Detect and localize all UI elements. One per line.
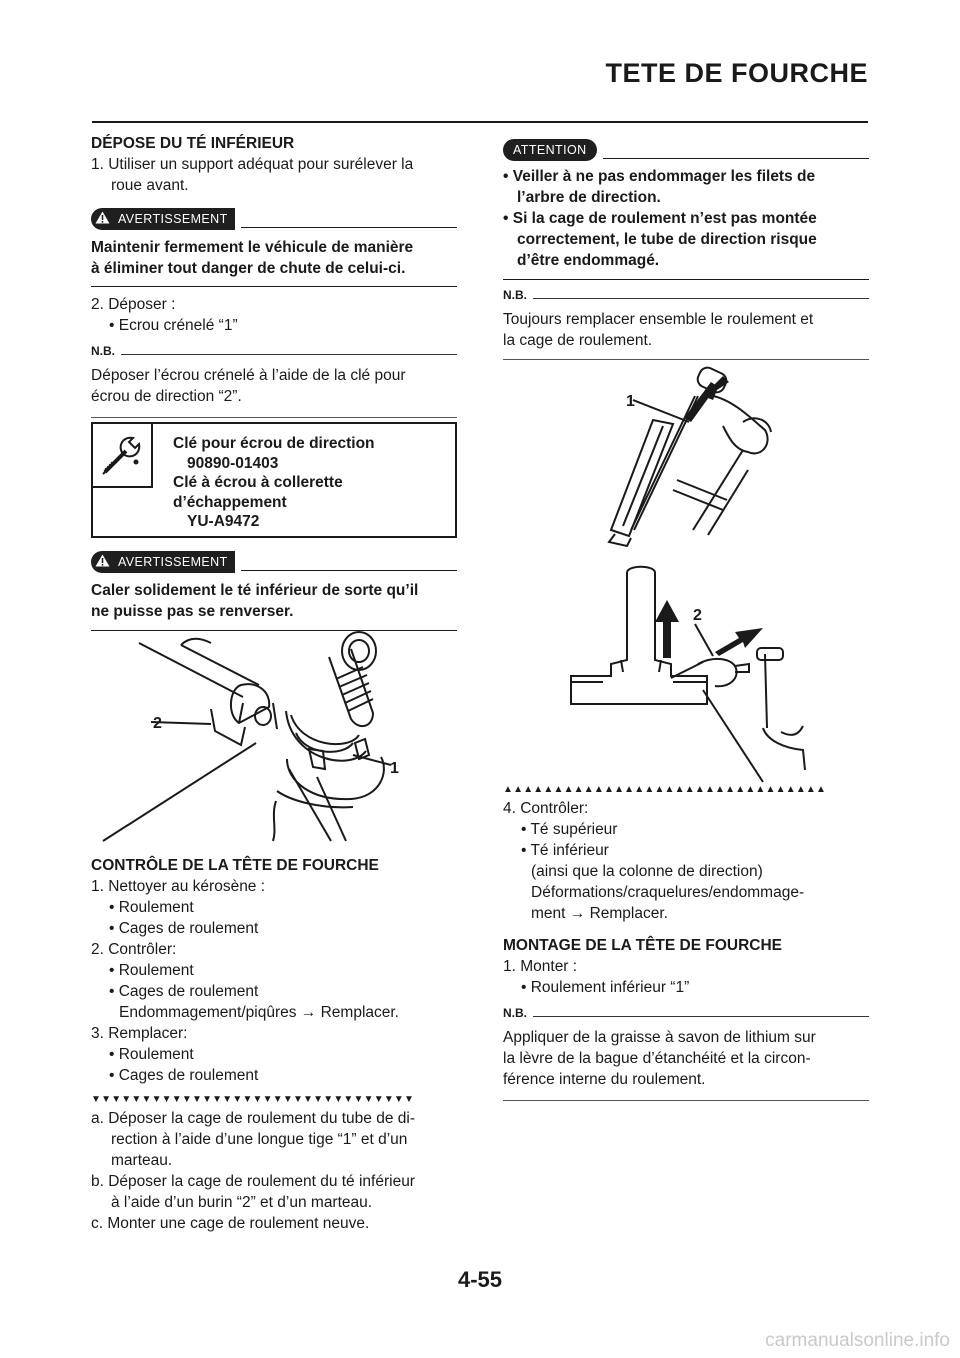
nb-1-header: N.B. xyxy=(91,344,457,358)
substep-b-line-2: à l’aide d’un burin “2” et d’un marteau. xyxy=(111,1194,373,1211)
substep-a-line-3: marteau. xyxy=(111,1152,173,1169)
nb-3-header: N.B. xyxy=(503,1006,869,1020)
warning-banner-1 xyxy=(91,206,457,230)
nb-2-line-1: Toujours remplacer ensemble le roulement et xyxy=(503,311,814,328)
inspection-line: 1. Nettoyer au kérosène : xyxy=(91,878,266,895)
figure-2-callout-2: 2 xyxy=(693,607,702,624)
inspection-line: • Roulement xyxy=(109,1046,194,1063)
attention-bullet-2-line-1: • Si la cage de roulement n’est pas montée xyxy=(503,210,817,227)
tool-2-name-line-2: d’échappement xyxy=(173,493,287,511)
watermark: carmanualsonline.info xyxy=(765,1330,950,1351)
inspection-line: • Roulement xyxy=(109,962,194,979)
figure-1-callout-2: 2 xyxy=(153,715,162,732)
substep-b-line-1: b. Déposer la cage de roulement du té inférieur xyxy=(91,1173,415,1190)
attention-bullet-2-line-2: correctement, le tube de direction risque xyxy=(517,231,817,248)
inspection-line: 3. Remplacer: xyxy=(91,1025,188,1042)
step-2: 2. Déposer : xyxy=(91,296,176,313)
section-heading-head-installation: MONTAGE DE LA TÊTE DE FOURCHE xyxy=(503,937,782,954)
substep-c-line-1: c. Monter une cage de roulement neuve. xyxy=(91,1215,370,1232)
installation-step-1-bullet: • Roulement inférieur “1” xyxy=(521,979,690,996)
inspection-line: • Cages de roulement xyxy=(109,1067,259,1084)
tool-2-part-number: YU-A9472 xyxy=(187,513,260,530)
substep-a-line-1: a. Déposer la cage de roulement du tube de di- xyxy=(91,1110,415,1127)
warning-1-line-2: à éliminer tout danger de chute de celui-ci. xyxy=(91,260,406,277)
attention-bullet-2-line-3: d’être endommagé. xyxy=(517,252,660,269)
nb-2-line-2: la cage de roulement. xyxy=(503,332,653,349)
nb-3-line-3: férence interne du roulement. xyxy=(503,1071,706,1088)
section-heading-lower-bracket-removal: DÉPOSE DU TÉ INFÉRIEUR xyxy=(91,135,295,152)
inspection-steps xyxy=(91,876,457,1086)
bearing-race-removal-illustration xyxy=(503,360,869,784)
tool-1-part-number: 90890-01403 xyxy=(187,454,279,472)
right-column xyxy=(503,133,869,1101)
step-4-line-3: (ainsi que la colonne de direction) xyxy=(531,863,763,880)
wrench-tool-icon xyxy=(93,424,153,488)
figure-2-callout-1: 1 xyxy=(626,393,635,410)
step-4: 4. Contrôler: xyxy=(503,800,589,817)
tool-2-name-line-1: Clé à écrou à collerette xyxy=(173,474,343,491)
step-1-line-2: roue avant. xyxy=(111,177,189,194)
page-title: TETE DE FOURCHE xyxy=(605,58,868,88)
steering-nut-removal-illustration xyxy=(91,631,457,846)
attention-banner xyxy=(503,133,869,161)
procedure-start-markers: ▼▼▼▼▼▼▼▼▼▼▼▼▼▼▼▼▼▼▼▼▼▼▼▼▼▼▼▼▼▼▼▼ xyxy=(91,1094,415,1105)
nb-3-bottom-rule xyxy=(503,1100,869,1101)
page-number: 4-55 xyxy=(457,1267,503,1292)
nb-2-header: N.B. xyxy=(503,288,869,302)
special-tool-box xyxy=(91,422,457,538)
installation-step-1: 1. Monter : xyxy=(503,958,578,975)
warning-1-line-1: Maintenir fermement le véhicule de manière xyxy=(91,239,414,256)
step-4-bullet-2: • Té inférieur xyxy=(521,842,609,859)
warning-2-line-1: Caler solidement le té inférieur de sorte qu’il xyxy=(91,582,419,599)
inspection-line: • Cages de roulement xyxy=(109,920,259,937)
warning-triangle-icon xyxy=(95,211,110,227)
inspection-line: • Roulement xyxy=(109,899,194,916)
figure-1-callout-1: 1 xyxy=(390,760,399,777)
attention-bullet-1-line-2: l’arbre de direction. xyxy=(517,189,661,206)
warning-label-2: AVERTISSEMENT xyxy=(91,551,235,573)
warning-banner-2 xyxy=(91,549,457,573)
nb-3-line-1: Appliquer de la graisse à savon de lithium sur xyxy=(503,1029,816,1046)
attention-label: ATTENTION xyxy=(503,139,597,161)
inspection-line: 2. Contrôler: xyxy=(91,941,177,958)
title-rule xyxy=(92,121,868,123)
warning-triangle-icon xyxy=(95,554,110,570)
step-1-line-1: 1. Utiliser un support adéquat pour surélever la xyxy=(91,156,414,173)
step-4-line-4: Déformations/craquelures/endommage- xyxy=(531,884,805,901)
procedure-end-markers: ▲▲▲▲▲▲▲▲▲▲▲▲▲▲▲▲▲▲▲▲▲▲▲▲▲▲▲▲▲▲▲▲ xyxy=(503,784,827,795)
warning-2-line-2: ne puisse pas se renverser. xyxy=(91,603,294,620)
nb-3-line-2: la lèvre de la bague d’étanchéité et la circon- xyxy=(503,1050,811,1067)
inspection-line: Endommagement/piqûres → Remplacer. xyxy=(119,1004,399,1021)
nb-1-line-2: écrou de direction “2”. xyxy=(91,388,242,405)
tool-1-name: Clé pour écrou de direction xyxy=(173,435,375,452)
step-2-bullet: • Ecrou crénelé “1” xyxy=(109,317,238,334)
attention-bullet-1-line-1: • Veiller à ne pas endommager les filets de xyxy=(503,168,816,185)
left-column xyxy=(91,133,457,1234)
inspection-line: • Cages de roulement xyxy=(109,983,259,1000)
step-4-bullet-1: • Té supérieur xyxy=(521,821,618,838)
section-heading-head-inspection: CONTRÔLE DE LA TÊTE DE FOURCHE xyxy=(91,857,379,874)
substep-a-line-2: rection à l’aide d’une longue tige “1” et d’un xyxy=(111,1131,408,1148)
step-4-line-5: ment → Remplacer. xyxy=(531,905,668,922)
warning-label-1: AVERTISSEMENT xyxy=(91,208,235,230)
nb-1-line-1: Déposer l’écrou crénelé à l’aide de la clé pour xyxy=(91,367,406,384)
